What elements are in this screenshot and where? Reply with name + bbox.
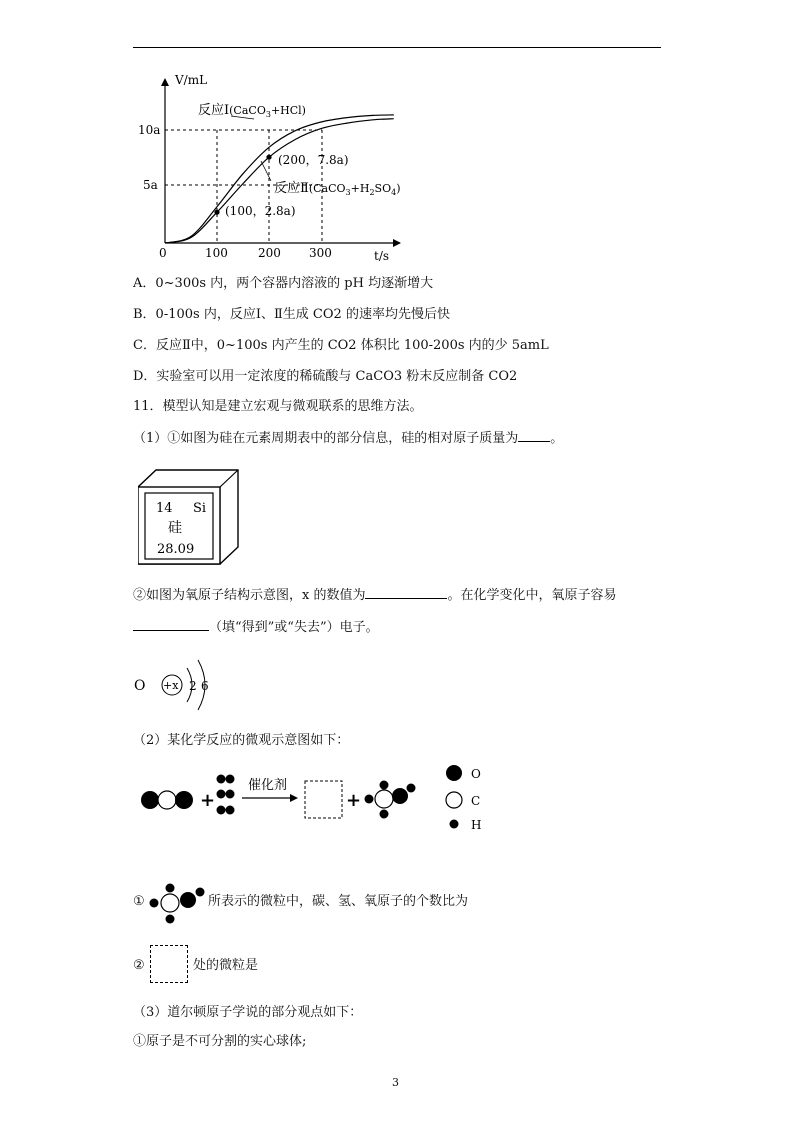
- answer-blank-atomic-mass: [518, 441, 550, 442]
- oxygen-atom-diagram: [128, 652, 228, 712]
- point-200-7.8a: [266, 155, 271, 160]
- atomic-mass: 28.09: [157, 542, 195, 557]
- q11-part1-2-text-b: 。在化学变化中，氧原子容易: [447, 588, 617, 603]
- volume-time-chart: [128, 66, 418, 266]
- reaction-micro-diagram: [136, 760, 496, 832]
- element-name: 硅: [168, 520, 182, 536]
- legend-oxygen: O: [471, 767, 481, 781]
- option-b: B．0-100s 内，反应Ⅰ、Ⅱ生成 CO2 的速率均先慢后快: [133, 307, 450, 322]
- y-tick-10a: 10a: [138, 123, 161, 137]
- q11-part3-title: （3）道尔顿原子学说的部分观点如下：: [133, 1005, 363, 1020]
- silicon-element-card: [138, 468, 248, 568]
- q11-part1-text: （1）①如图为硅在元素周期表中的部分信息，硅的相对原子质量为: [133, 431, 519, 446]
- legend-hydrogen: H: [471, 818, 482, 832]
- reaction-2-label-leader: [261, 161, 271, 181]
- shell-2-electrons: 6: [201, 679, 209, 693]
- q11-part1-2-text-a: ②如图为氧原子结构示意图，x 的数值为: [133, 588, 366, 603]
- header-rule: [133, 47, 661, 48]
- series-line-reaction-1: [165, 115, 394, 243]
- x-tick-200: 200: [258, 246, 281, 260]
- q11-sub1-text: 所表示的微粒中，碳、氢、氧原子的个数比为: [208, 894, 469, 909]
- plus-sign-1: +: [200, 790, 216, 811]
- q11-title: 11．模型认知是建立宏观与微观联系的思维方法。: [133, 399, 423, 414]
- atomic-number: 14: [156, 501, 173, 516]
- q11-part1-line: [133, 431, 563, 447]
- answer-blank-gain-lose: [133, 630, 209, 631]
- q11-part3-item1: ①原子是不可分割的实心球体;: [133, 1034, 307, 1049]
- option-c: C．反应Ⅱ中，0~100s 内产生的 CO2 体积比 100-200s 内的少 5amL: [133, 338, 549, 353]
- option-d: D．实验室可以用一定浓度的稀硫酸与 CaCO3 粉末反应制备 CO2: [133, 369, 518, 384]
- q11-part1-2-line2: [133, 620, 379, 636]
- atom-symbol: O: [134, 678, 146, 694]
- point-label-200: (200，7.8a): [278, 153, 349, 167]
- shell-1-electrons: 2: [189, 679, 197, 693]
- q11-sub2-prefix: ②: [133, 958, 145, 973]
- atom-legend: [446, 765, 481, 832]
- point-label-100: (100，2.8a): [225, 204, 296, 218]
- q11-part2-title: （2）某化学反应的微观示意图如下：: [133, 733, 350, 748]
- x-tick-0: 0: [159, 246, 167, 260]
- q11-sub2-text: 处的微粒是: [193, 958, 259, 973]
- unknown-particle-box: [305, 781, 342, 818]
- answer-blank-x: [365, 598, 447, 599]
- y-axis-arrow: [161, 78, 169, 86]
- catalyst-label: 催化剂: [248, 778, 288, 793]
- y-axis-label: V/mL: [175, 73, 208, 87]
- co2-molecule-icon: [141, 791, 193, 809]
- methanol-molecule-icon-inline: [146, 880, 210, 926]
- reaction-1-label: 反应Ⅰ(CaCO$_3^{+HCl)}$: [198, 103, 306, 119]
- q11-part1-2-line: [133, 588, 616, 604]
- plus-sign-2: +: [346, 790, 362, 811]
- q11-sub1-prefix: ①: [133, 894, 145, 909]
- x-axis-arrow: [393, 239, 401, 247]
- q11-part1-end: 。: [550, 431, 564, 446]
- legend-carbon: C: [471, 794, 481, 808]
- hydrogen-molecules-icon: [217, 775, 235, 815]
- unknown-particle-box-inline: [150, 945, 188, 983]
- page-number: 3: [392, 1076, 399, 1089]
- y-tick-5a: 5a: [143, 178, 158, 192]
- methanol-molecule-icon: [365, 781, 416, 819]
- element-symbol: Si: [193, 501, 207, 516]
- x-axis-label: t/s: [374, 249, 390, 263]
- x-tick-300: 300: [309, 246, 332, 260]
- reaction-2-label: 反应Ⅱ(CaCO$_3^{+H}_2^{SO}_4$): [274, 181, 401, 197]
- point-100-2.8a: [214, 210, 219, 215]
- nucleus-charge: +x: [163, 679, 179, 692]
- q11-part1-2-text-c: （填“得到”或“失去”）电子。: [209, 620, 379, 635]
- option-a: A．0~300s 内，两个容器内溶液的 pH 均逐渐增大: [133, 276, 434, 291]
- x-tick-100: 100: [205, 246, 228, 260]
